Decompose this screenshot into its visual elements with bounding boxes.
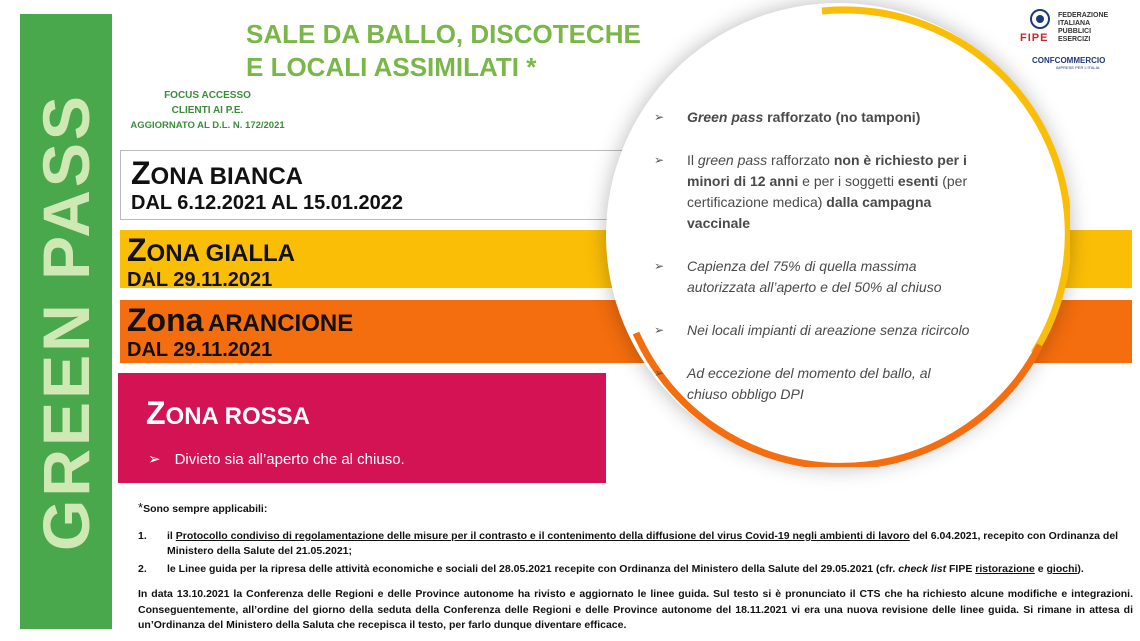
title-line-2: E LOCALI ASSIMILATI *: [246, 52, 537, 82]
zona-bianca-date: DAL 6.12.2021 AL 15.01.2022: [131, 192, 404, 214]
protocollo-link[interactable]: Protocollo condiviso di regolamentazione delle misure per il contrasto e il contenimento della diffusione del virus Covid-19 negli ambienti di lavoro: [175, 530, 910, 542]
confcommercio-wordmark: CONFCOMMERCIO: [1032, 56, 1106, 65]
circle-rule-item: ➢ Green pass rafforzato (no tamponi): [654, 107, 974, 128]
zona-arancione-date: DAL 29.11.2021: [127, 339, 273, 361]
arrow-bullet-icon: ➢: [148, 451, 161, 468]
zona-gialla-title: ZONA GIALLA: [127, 232, 295, 268]
page-title: [246, 18, 641, 84]
green-pass-sidebar: [20, 14, 112, 629]
rules-circle: [606, 3, 1070, 467]
ristorazione-link[interactable]: ristorazione: [975, 563, 1035, 575]
notes-item: 1. il Protocollo condiviso di regolamentazione delle misure per il contrasto e il contenimento della diffusione del virus Covid-19 negli ambienti di lavoro del 6.04.2021, recepito con Ordinanza del Ministero della Salute del 21.05.2021;: [138, 530, 1119, 557]
title-line-1: SALE DA BALLO, DISCOTECHE: [246, 19, 641, 49]
zona-rossa-title: ZONA ROSSA: [146, 395, 311, 431]
arrow-bullet-icon: ➢: [654, 110, 665, 124]
giochi-link[interactable]: giochi: [1046, 563, 1078, 575]
arrow-bullet-icon: ➢: [654, 153, 665, 167]
arrow-bullet-icon: ➢: [654, 366, 665, 380]
circle-rule-item: ➢ Capienza del 75% di quella massima autorizzata all’aperto e del 50% al chiuso: [654, 258, 942, 295]
fipe-full-name: FEDERAZIONE ITALIANA PUBBLICI ESERCIZI: [1058, 12, 1109, 43]
zona-arancione-title: Zona ARANCIONE: [127, 302, 354, 338]
circle-rule-item: ➢ Ad eccezione del momento del ballo, al chiuso obbligo DPI: [654, 365, 931, 402]
notes-heading: *Sono sempre applicabili:: [138, 500, 268, 515]
focus-line-1: FOCUS ACCESSO: [164, 90, 251, 101]
notes-paragraph: In data 13.10.2021 la Conferenza delle Regioni e delle Province autonome ha rivisto e aggiornato le linee guida. Sul testo si è pronunciato il CTS che ha richiesto alcune modifiche e integrazioni. Conseguentemente, all’ordine del giorno della seduta della Conferenza delle Regioni e delle Province autonome del 18.11.2021 vi era una nuova revisione delle linee guida. Si rimane in attesa di un’Ordinanza del Ministero della Saluta che recepisca il testo, per farlo dunque diventare efficace.: [138, 588, 1133, 631]
focus-line-2: CLIENTI AI P.E.: [171, 105, 244, 116]
zona-rossa-bullet: ➢ Divieto sia all’aperto che al chiuso.: [148, 451, 405, 468]
arrow-bullet-icon: ➢: [654, 323, 665, 337]
notes-item: 2. le Linee guida per la ripresa delle attività economiche e sociali del 28.05.2021 recepite con Ordinanza del Ministero della Salute del 29.05.2021 (cfr. check list FIPE ristorazione e giochi).: [138, 563, 1084, 575]
fipe-wordmark: FIPE: [1020, 32, 1049, 44]
circle-rule-item: ➢ Nei locali impianti di areazione senza ricircolo: [654, 320, 974, 341]
arrow-bullet-icon: ➢: [654, 259, 665, 273]
circle-rules-list: [654, 107, 974, 427]
green-pass-label: GREEN PASS: [29, 92, 103, 551]
zona-bianca-card: [120, 150, 640, 220]
confcommercio-tagline: IMPRESE PER L'ITALIA: [1056, 65, 1100, 70]
focus-line-3: AGGIORNATO AL D.L. N. 172/2021: [130, 120, 285, 131]
circle-rule-item: ➢ Il green pass rafforzato non è richiesto per i minori di 12 anni e per i soggetti esenti (per certificazione medica) dalla campagna vaccinale: [654, 152, 968, 231]
notes-list: [138, 529, 1133, 577]
focus-header: [120, 88, 295, 133]
notes-section: [138, 500, 1133, 634]
zona-bianca-title: ZONA BIANCA: [131, 155, 303, 191]
zona-gialla-date: DAL 29.11.2021: [127, 269, 273, 291]
zona-rossa-card: [118, 373, 606, 483]
